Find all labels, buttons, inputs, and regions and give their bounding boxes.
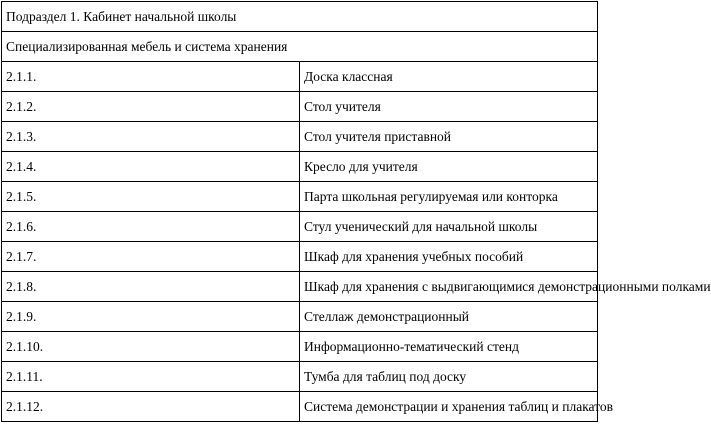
item-name: Информационно-тематический стенд	[300, 332, 598, 362]
table-row	[2, 122, 598, 152]
item-number: 2.1.3.	[2, 122, 300, 152]
item-number: 2.1.9.	[2, 302, 300, 332]
item-number: 2.1.10.	[2, 332, 300, 362]
item-number: 2.1.6.	[2, 212, 300, 242]
subsection-row	[2, 2, 598, 32]
table-row	[2, 242, 598, 272]
table-row	[2, 92, 598, 122]
item-name: Шкаф для хранения с выдвигающимися демонстрационными полками	[300, 272, 598, 302]
item-name: Шкаф для хранения учебных пособий	[300, 242, 598, 272]
table-row	[2, 392, 598, 422]
item-number: 2.1.4.	[2, 152, 300, 182]
table-row	[2, 182, 598, 212]
item-number: 2.1.8.	[2, 272, 300, 302]
table-row	[2, 62, 598, 92]
table-row	[2, 212, 598, 242]
item-number: 2.1.5.	[2, 182, 300, 212]
item-name: Стол учителя приставной	[300, 122, 598, 152]
equipment-table	[1, 1, 711, 422]
item-name: Стол учителя	[300, 92, 598, 122]
section-heading: Специализированная мебель и система хранения	[2, 32, 598, 62]
item-name: Система демонстрации и хранения таблиц и плакатов	[300, 392, 598, 422]
item-name: Кресло для учителя	[300, 152, 598, 182]
table-row	[2, 332, 598, 362]
item-number: 2.1.2.	[2, 92, 300, 122]
table-row	[2, 152, 598, 182]
table-row	[2, 302, 598, 332]
item-number: 2.1.12.	[2, 392, 300, 422]
section-row	[2, 32, 598, 62]
table-row	[2, 362, 598, 392]
item-number: 2.1.7.	[2, 242, 300, 272]
subsection-title: Подраздел 1. Кабинет начальной школы	[2, 2, 598, 32]
item-number: 2.1.11.	[2, 362, 300, 392]
item-name: Стеллаж демонстрационный	[300, 302, 598, 332]
item-name: Тумба для таблиц под доску	[300, 362, 598, 392]
item-number: 2.1.1.	[2, 62, 300, 92]
item-name: Доска классная	[300, 62, 598, 92]
table-row	[2, 272, 598, 302]
item-name: Стул ученический для начальной школы	[300, 212, 598, 242]
item-name: Парта школьная регулируемая или конторка	[300, 182, 598, 212]
